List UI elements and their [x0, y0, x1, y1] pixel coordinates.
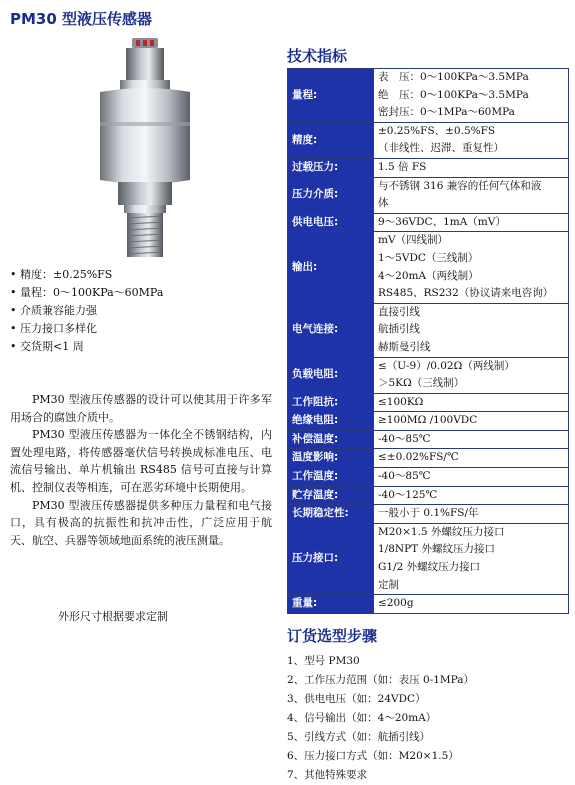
spec-value: [374, 430, 569, 449]
spec-row: [288, 523, 569, 594]
spec-value-line: 9～36VDC、1mA（mV）: [378, 215, 506, 228]
spec-value: [374, 523, 569, 594]
spec-section-title: 技术指标: [287, 47, 348, 65]
order-step: 1、型号 PM30: [287, 655, 360, 667]
spec-value-line: 密封压：0～1MPa～60MPa: [378, 106, 515, 119]
spec-row: [288, 357, 569, 393]
description-paragraph: PM30 型液压传感器为一体化全不锈钢结构，内置处理电路，将传感器毫伏信号转换成标准电压、电流信号输出、单片机输出 RS485 信号可直接与计算机、控制仪表等相连，可在恶劣环境中长期使用。: [10, 428, 272, 494]
spec-value-line: RS485、RS232（协议请来电咨询）: [378, 287, 554, 300]
spec-value: [374, 213, 569, 232]
order-step: 5、引线方式（如：航插引线）: [287, 731, 431, 743]
feature-item: • 压力接口多样化: [10, 320, 163, 338]
spec-value-line: mV（四线制）: [378, 234, 449, 247]
spec-value-line: 一般小于 0.1%FS/年: [378, 507, 479, 520]
order-steps: [287, 652, 474, 785]
spec-value: [374, 595, 569, 614]
order-step: 7、其他特殊要求: [287, 769, 368, 781]
spec-value: [374, 303, 569, 357]
spec-value-line: ≤100KΩ: [378, 395, 424, 408]
spec-value-line: 绝 压：0～100KPa～3.5MPa: [378, 88, 529, 101]
spec-key: 供电电压:: [288, 213, 374, 232]
spec-value-line: 表 压：0～100KPa～3.5MPa: [378, 71, 529, 83]
spec-value-line: 赫斯曼引线: [378, 340, 431, 353]
left-column: [0, 0, 285, 778]
spec-key: 精度:: [288, 122, 374, 158]
feature-list: [10, 266, 163, 356]
feature-item: • 介质兼容能力强: [10, 302, 163, 320]
spec-value-line: ≤200g: [378, 597, 414, 610]
spec-key: 压力介质:: [288, 177, 374, 213]
dimension-note: 外形尺寸根据要求定制: [58, 610, 168, 623]
spec-value: [374, 449, 569, 468]
description: [10, 391, 272, 549]
spec-row: [288, 505, 569, 524]
order-step: 2、工作压力范围（如：表压 0-1MPa）: [287, 674, 475, 686]
spec-value-line: ±0.25%FS、±0.5%FS: [378, 124, 496, 137]
spec-value: [374, 468, 569, 487]
spec-value: [374, 69, 569, 123]
spec-row: [288, 177, 569, 213]
spec-value-line: 4～20mA（两线制）: [378, 269, 479, 282]
spec-key: 输出:: [288, 232, 374, 303]
spec-value: [374, 486, 569, 505]
spec-value-line: （非线性、迟滞、重复性）: [378, 142, 504, 155]
spec-value: [374, 232, 569, 303]
spec-row: [288, 430, 569, 449]
spec-value-line: ≤（U-9）/0.02Ω（两线制）: [378, 359, 515, 372]
spec-row: [288, 468, 569, 487]
order-section-title: 订货选型步骤: [287, 627, 378, 645]
feature-item: • 交货期<1 周: [10, 338, 163, 356]
spec-key: 量程:: [288, 69, 374, 123]
spec-table: [287, 68, 569, 614]
spec-value-line: G1/2 外螺纹压力接口: [378, 561, 481, 574]
spec-key: 工作温度:: [288, 468, 374, 487]
spec-row: [288, 213, 569, 232]
spec-value: [374, 177, 569, 213]
order-step: 3、供电电压（如：24VDC）: [287, 693, 426, 705]
spec-row: [288, 486, 569, 505]
spec-value-line: ≥100MΩ /100VDC: [378, 414, 478, 427]
spec-row: [288, 303, 569, 357]
spec-value-line: 体: [378, 197, 389, 210]
spec-key: 电气连接:: [288, 303, 374, 357]
spec-row: [288, 393, 569, 412]
feature-item: • 量程：0～100KPa～60MPa: [10, 284, 163, 302]
spec-value-line: 1～5VDC（三线制）: [378, 251, 479, 264]
spec-value: [374, 357, 569, 393]
page-title: PM30 型液压传感器: [10, 10, 153, 28]
spec-value-line: 1/8NPT 外螺纹压力接口: [378, 543, 495, 556]
spec-row: [288, 449, 569, 468]
spec-value: [374, 505, 569, 524]
spec-key: 绝缘电阻:: [288, 412, 374, 431]
spec-key: 温度影响:: [288, 449, 374, 468]
spec-row: [288, 69, 569, 123]
spec-key: 压力接口:: [288, 523, 374, 594]
spec-value-line: 与不锈钢 316 兼容的任何气体和液: [378, 179, 542, 192]
spec-row: [288, 122, 569, 158]
spec-value-line: M20×1.5 外螺纹压力接口: [378, 525, 505, 538]
spec-value: [374, 412, 569, 431]
description-paragraph: PM30 型液压传感器的设计可以使其用于许多军用场合的腐蚀介质中。: [10, 393, 272, 424]
spec-row: [288, 412, 569, 431]
sensor-image: [80, 30, 210, 260]
spec-key: 长期稳定性:: [288, 505, 374, 524]
spec-key: 工作阻抗:: [288, 393, 374, 412]
order-step: 4、信号输出（如：4～20mA）: [287, 712, 437, 724]
spec-value-line: -40～85℃: [378, 432, 431, 445]
spec-value-line: ≤±0.02%FS/℃: [378, 451, 459, 464]
spec-value-line: 1.5 倍 FS: [378, 160, 427, 173]
spec-key: 补偿温度:: [288, 430, 374, 449]
spec-value-line: 直接引线: [378, 305, 420, 318]
spec-key: 重量:: [288, 595, 374, 614]
spec-row: [288, 158, 569, 177]
spec-value: [374, 122, 569, 158]
spec-key: 过载压力:: [288, 158, 374, 177]
spec-key: 负载电阻:: [288, 357, 374, 393]
feature-item: • 精度：±0.25%FS: [10, 266, 163, 284]
spec-row: [288, 595, 569, 614]
spec-value-line: 航插引线: [378, 323, 420, 336]
spec-value: [374, 393, 569, 412]
description-paragraph: PM30 型液压传感器提供多种压力量程和电气接口，具有极高的抗振性和抗冲击性，广泛应用于航天、航空、兵器等领域地面系统的液压测量。: [10, 498, 272, 547]
spec-value-line: ＞5KΩ（三线制）: [378, 377, 465, 390]
spec-value: [374, 158, 569, 177]
spec-value-line: -40～125℃: [378, 488, 438, 501]
spec-row: [288, 232, 569, 303]
spec-value-line: -40～85℃: [378, 470, 431, 483]
order-step: 6、压力接口方式（如：M20×1.5）: [287, 750, 459, 762]
spec-value-line: 定制: [378, 578, 399, 591]
spec-key: 贮存温度:: [288, 486, 374, 505]
